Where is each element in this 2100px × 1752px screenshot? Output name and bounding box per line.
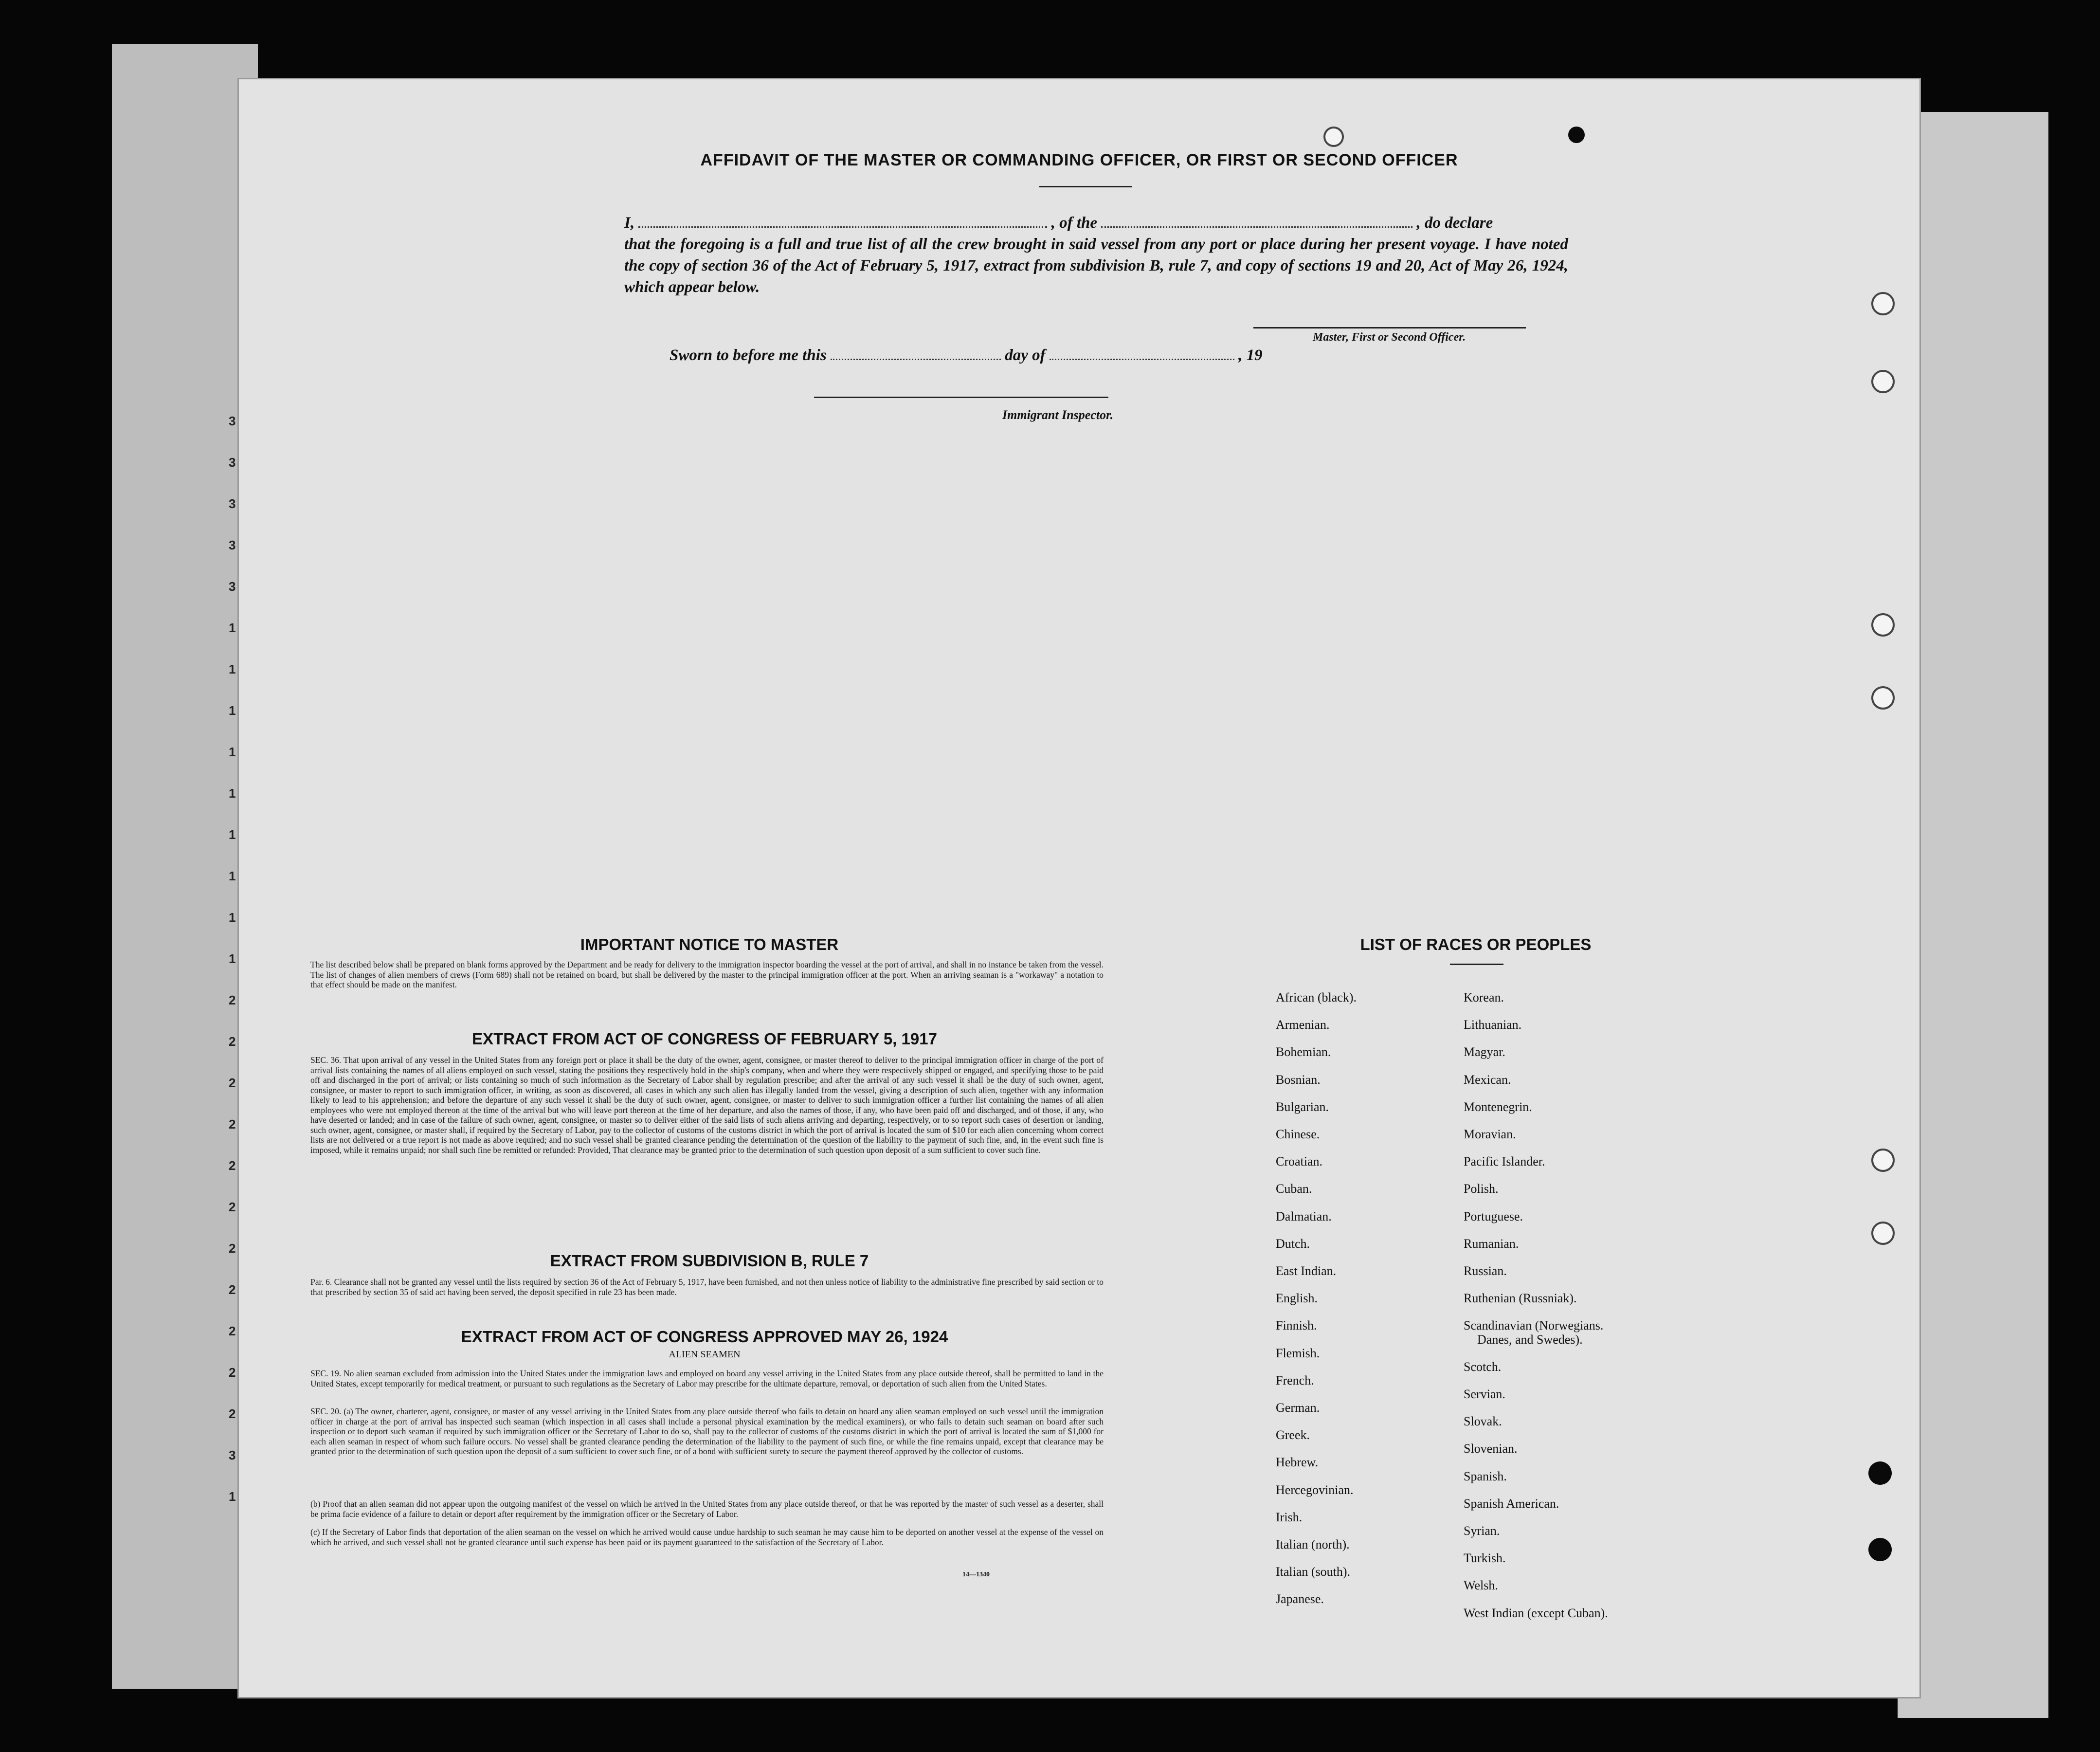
affidavit-line-1 (624, 212, 1568, 234)
race-item: Russian. (1464, 1264, 1507, 1278)
punch-hole (1871, 613, 1895, 637)
race-item: Croatian. (1276, 1154, 1323, 1169)
race-item: Polish. (1464, 1182, 1499, 1196)
race-item: Italian (south). (1276, 1565, 1351, 1579)
race-item: Welsh. (1464, 1578, 1498, 1593)
margin-number: 2 (229, 1200, 236, 1214)
underlying-page-left (112, 44, 258, 1689)
race-item: Syrian. (1464, 1524, 1500, 1538)
margin-number: 2 (229, 1117, 236, 1132)
race-item: Bohemian. (1276, 1045, 1331, 1059)
race-item: Lithuanian. (1464, 1018, 1522, 1032)
extract-1924-sec20c: (c) If the Secretary of Labor finds that deportation of the alien seaman on the vessel on which he arrived would cause undue hardship to such seaman he may cause him to be deported on another vessel at the expense of the vessel on which he arrived, and such vessel shall not be granted clearance until such expense has been paid or its payment guaranteed to the satisfaction of the Secretary of Labor. (310, 1527, 1104, 1547)
signature-caption: Master, First or Second Officer. (1313, 331, 1466, 344)
race-item: Dalmatian. (1276, 1209, 1332, 1223)
margin-number: 3 (229, 1448, 236, 1462)
race-item: Moravian. (1464, 1127, 1516, 1142)
punch-hole (1868, 1538, 1892, 1561)
sworn-year: , 19 (1238, 347, 1263, 364)
race-item: Flemish. (1276, 1346, 1320, 1360)
race-item: Hercegovinian. (1276, 1482, 1354, 1497)
extract-1917-title: EXTRACT FROM ACT OF CONGRESS OF FEBRUARY 5, 1917 (472, 1030, 937, 1048)
race-item: Slovenian. (1464, 1442, 1518, 1456)
sworn-month-blank (1050, 359, 1234, 360)
race-item: German. (1276, 1401, 1320, 1415)
margin-number: 2 (229, 1034, 236, 1049)
extract-1924-sec20a: SEC. 20. (a) The owner, charterer, agent, consignee, or master of any vessel arriving in the United States from any place outside thereof who fails to detain on board any alien seaman employed on such vessel until the immigration officer in charge at the port of arrival has inspected such seaman (which inspection in all cases shall include a personal physical examination by the medical examiners), or who fails to detain such seaman on board after such inspection or to deport such seaman if required by such immigration officer or the Secretary of Labor to do so, shall pay to the collector of customs of the customs district in which the port of arrival is located the sum of $1,000 for each alien seaman in respect of whom such failure occurs. No vessel shall be granted clearance pending the determination of the liability to the payment of such fine, or while the fine remains unpaid, except that clearance may be granted prior to the determination of such question upon the deposit of a sum sufficient to cover such fine, or of a bond with sufficient surety to secure the payment thereof approved by the collector of customs. (310, 1406, 1104, 1456)
race-item: Ruthenian (Russniak). (1464, 1291, 1577, 1306)
race-item: Dutch. (1276, 1236, 1310, 1251)
margin-number: 1 (229, 745, 236, 759)
affidavit-of-the: , of the (1051, 214, 1098, 232)
race-item: Spanish American. (1464, 1496, 1559, 1511)
affidavit-i: I, (624, 214, 635, 232)
inspector-caption: Immigrant Inspector. (1002, 408, 1114, 422)
margin-number: 1 (229, 662, 236, 676)
margin-number: 2 (229, 993, 236, 1007)
race-item: Mexican. (1464, 1072, 1511, 1087)
race-item: Italian (north). (1276, 1537, 1350, 1552)
punch-hole (1868, 1461, 1892, 1485)
title-underline (1039, 186, 1132, 187)
race-item: Finnish. (1276, 1318, 1317, 1333)
sworn-day-of: day of (1005, 347, 1046, 364)
race-item: African (black). (1276, 990, 1357, 1004)
margin-number: 1 (229, 869, 236, 883)
margin-number: 2 (229, 1282, 236, 1297)
margin-number: 1 (229, 951, 236, 966)
margin-number: 2 (229, 1324, 236, 1338)
margin-number: 1 (229, 827, 236, 842)
sworn-line (670, 345, 1613, 366)
extract-rule7-text: Par. 6. Clearance shall not be granted any vessel until the lists required by section 36 of the Act of February 5, 1917, have been furnished, and not then unless notice of liability to the administrative fine prescribed by said section or to that prescribed by section 35 of said act having been served, the deposit specified in rule 23 has been made. (310, 1277, 1104, 1297)
notice-text: The list described below shall be prepared on blank forms approved by the Department and be ready for delivery to the immigration inspector boarding the vessel at the port of arrival, and shall in no instance be taken from the vessel. The list of changes of alien members of crews (Form 689) shall not be retained on board, but shall be delivered by the master to the principal immigration officer at the port. When an arriving seaman is a "workaway" a notation to that effect should be made on the manifest. (310, 960, 1104, 989)
punch-hole (1871, 370, 1895, 393)
name-blank (638, 226, 1047, 228)
punch-hole (1568, 127, 1585, 143)
race-item: Rumanian. (1464, 1236, 1519, 1251)
margin-number: 3 (229, 414, 236, 428)
extract-1924-title: EXTRACT FROM ACT OF CONGRESS APPROVED MAY 26, 1924 (461, 1328, 948, 1346)
race-item: Armenian. (1276, 1018, 1330, 1032)
alien-seamen-subtitle: ALIEN SEAMEN (669, 1349, 741, 1360)
races-underline (1450, 964, 1503, 965)
margin-number: 1 (229, 1489, 236, 1504)
notice-title: IMPORTANT NOTICE TO MASTER (580, 935, 839, 953)
margin-number: 2 (229, 1365, 236, 1380)
races-title: LIST OF RACES OR PEOPLES (1360, 935, 1592, 953)
punch-hole (1871, 292, 1895, 315)
race-item: Korean. (1464, 990, 1504, 1004)
race-item: Danes, and Swedes). (1477, 1332, 1583, 1347)
race-item: Irish. (1276, 1510, 1303, 1524)
document-sheet (237, 78, 1921, 1698)
margin-number: 2 (229, 1076, 236, 1090)
race-item: Bulgarian. (1276, 1099, 1329, 1114)
race-item: Pacific Islander. (1464, 1154, 1545, 1169)
sworn-text: Sworn to before me this (670, 347, 827, 364)
margin-number: 3 (229, 579, 236, 594)
form-number: 14—1340 (962, 1571, 990, 1578)
punch-hole (1871, 1222, 1895, 1245)
extract-1924-sec20b: (b) Proof that an alien seaman did not appear upon the outgoing manifest of the vessel on which he arrived in the United States from any place outside thereof, or that he was reported by the master of such vessel as a deserter, shall be prima facie evidence of a failure to detain or deport after requirement by the immigration officer or the Secretary of Labor. (310, 1499, 1104, 1519)
race-item: Hebrew. (1276, 1455, 1319, 1470)
margin-number: 1 (229, 703, 236, 718)
margin-number: 3 (229, 538, 236, 552)
race-item: East Indian. (1276, 1264, 1337, 1278)
race-item: Spanish. (1464, 1469, 1507, 1483)
race-item: Turkish. (1464, 1551, 1506, 1566)
extract-rule7-title: EXTRACT FROM SUBDIVISION B, RULE 7 (550, 1252, 869, 1270)
race-item: Slovak. (1464, 1414, 1502, 1429)
race-item: Cuban. (1276, 1182, 1312, 1196)
race-item: Japanese. (1276, 1592, 1324, 1606)
race-item: Scotch. (1464, 1359, 1502, 1374)
punch-hole (1323, 127, 1344, 147)
margin-number: 3 (229, 455, 236, 470)
margin-number: 2 (229, 1158, 236, 1173)
extract-1924-sec19: SEC. 19. No alien seaman excluded from admission into the United States under the immigration laws and employed on board any vessel arriving in the United States from any place outside thereof, shall be permitted to land in the United States, except temporarily for medical treatment, or pursuant to such regulations as the Secretary of Labor may prescribe for the ultimate departure, removal, or deportation of such alien from the United States. (310, 1369, 1104, 1388)
race-item: Greek. (1276, 1428, 1310, 1442)
race-item: Bosnian. (1276, 1072, 1321, 1087)
race-item: Chinese. (1276, 1127, 1320, 1142)
margin-number: 2 (229, 1241, 236, 1256)
race-item: French. (1276, 1373, 1314, 1387)
inspector-line (814, 397, 1108, 398)
races-column-2 (1464, 984, 1608, 1627)
race-item: Scandinavian (Norwegians. (1464, 1318, 1604, 1333)
signature-line (1253, 327, 1526, 328)
race-item: English. (1276, 1291, 1318, 1306)
extract-1917-text: SEC. 36. That upon arrival of any vessel in the United States from any foreign port or place it shall be the duty of the owner, agent, consignee, or master thereof to deliver to the principal immigration officer in charge of the port of arrival lists containing the names of all aliens employed on such vessel, stating the positions they respectively hold in the ship's company, when and where they were respectively shipped or engaged, and specifying those to be paid off and discharged in the port of arrival; or lists containing so much of such information as the Secretary of Labor shall by regulation prescribe; and after the arrival of any such vessel it shall be the duty of such owner, agent, consignee, or master to report to such immigration officer, in writing, as soon as discovered, all cases in which any such alien has illegally landed from the vessel, giving a description of such alien, together with any information likely to lead to his apprehension; and before the departure of any such vessel it shall be the duty of such owner, agent, consignee, or master to deliver to such immigration officer a further list containing the names of all alien employees who were not employed thereon at the time of the arrival but who will leave port thereon at the time of her departure, and also the names of those, if any, who have been paid off and discharged, and of those, if any, who have deserted or landed; and in case of the failure of such owner, agent, consignee, or master so to deliver either of the said lists of such aliens arriving and departing, respectively, or to so report such cases of desertion or landing, such owner, agent, consignee, or master shall, if required by the Secretary of Labor, pay to the collector of customs of the customs district in which the port of arrival is located the sum of $10 for each alien concerning whom correct lists are not delivered or a true report is not made as above required; and no such vessel shall be granted clearance pending the determination of the question of the liability to the payment of such fine, and, in the event such fine is imposed, while it remains unpaid; nor shall such fine be remitted or refunded: Provided, That clearance may be granted prior to the determination of such question upon deposit of a sum sufficient to cover such fine. (310, 1055, 1104, 1155)
race-item: West Indian (except Cuban). (1464, 1606, 1608, 1620)
punch-hole (1871, 686, 1895, 710)
race-item: Magyar. (1464, 1045, 1505, 1059)
affidavit-body: that the foregoing is a full and true list of all the crew brought in said vessel from any port or place during her present voyage. I have noted the copy of section 36 of the Act of February 5, 1917, extract from subdivision B, rule 7, and copy of sections 19 and 20, Act of May 26, 1924, which appear below. (624, 236, 1568, 296)
margin-number: 2 (229, 1406, 236, 1421)
race-item: Servian. (1464, 1387, 1505, 1402)
races-column-1 (1276, 984, 1357, 1613)
affidavit-do-declare: , do declare (1416, 214, 1493, 232)
punch-hole (1871, 1149, 1895, 1172)
margin-number: 3 (229, 496, 236, 511)
race-item: Portuguese. (1464, 1209, 1523, 1223)
race-item: Montenegrin. (1464, 1099, 1532, 1114)
margin-number: 1 (229, 620, 236, 635)
margin-number: 1 (229, 786, 236, 801)
affidavit-title: AFFIDAVIT OF THE MASTER OR COMMANDING OFFICER, OR FIRST OR SECOND OFFICER (700, 151, 1458, 169)
vessel-blank (1101, 226, 1412, 228)
sworn-day-blank (831, 359, 1001, 360)
margin-number: 1 (229, 910, 236, 925)
